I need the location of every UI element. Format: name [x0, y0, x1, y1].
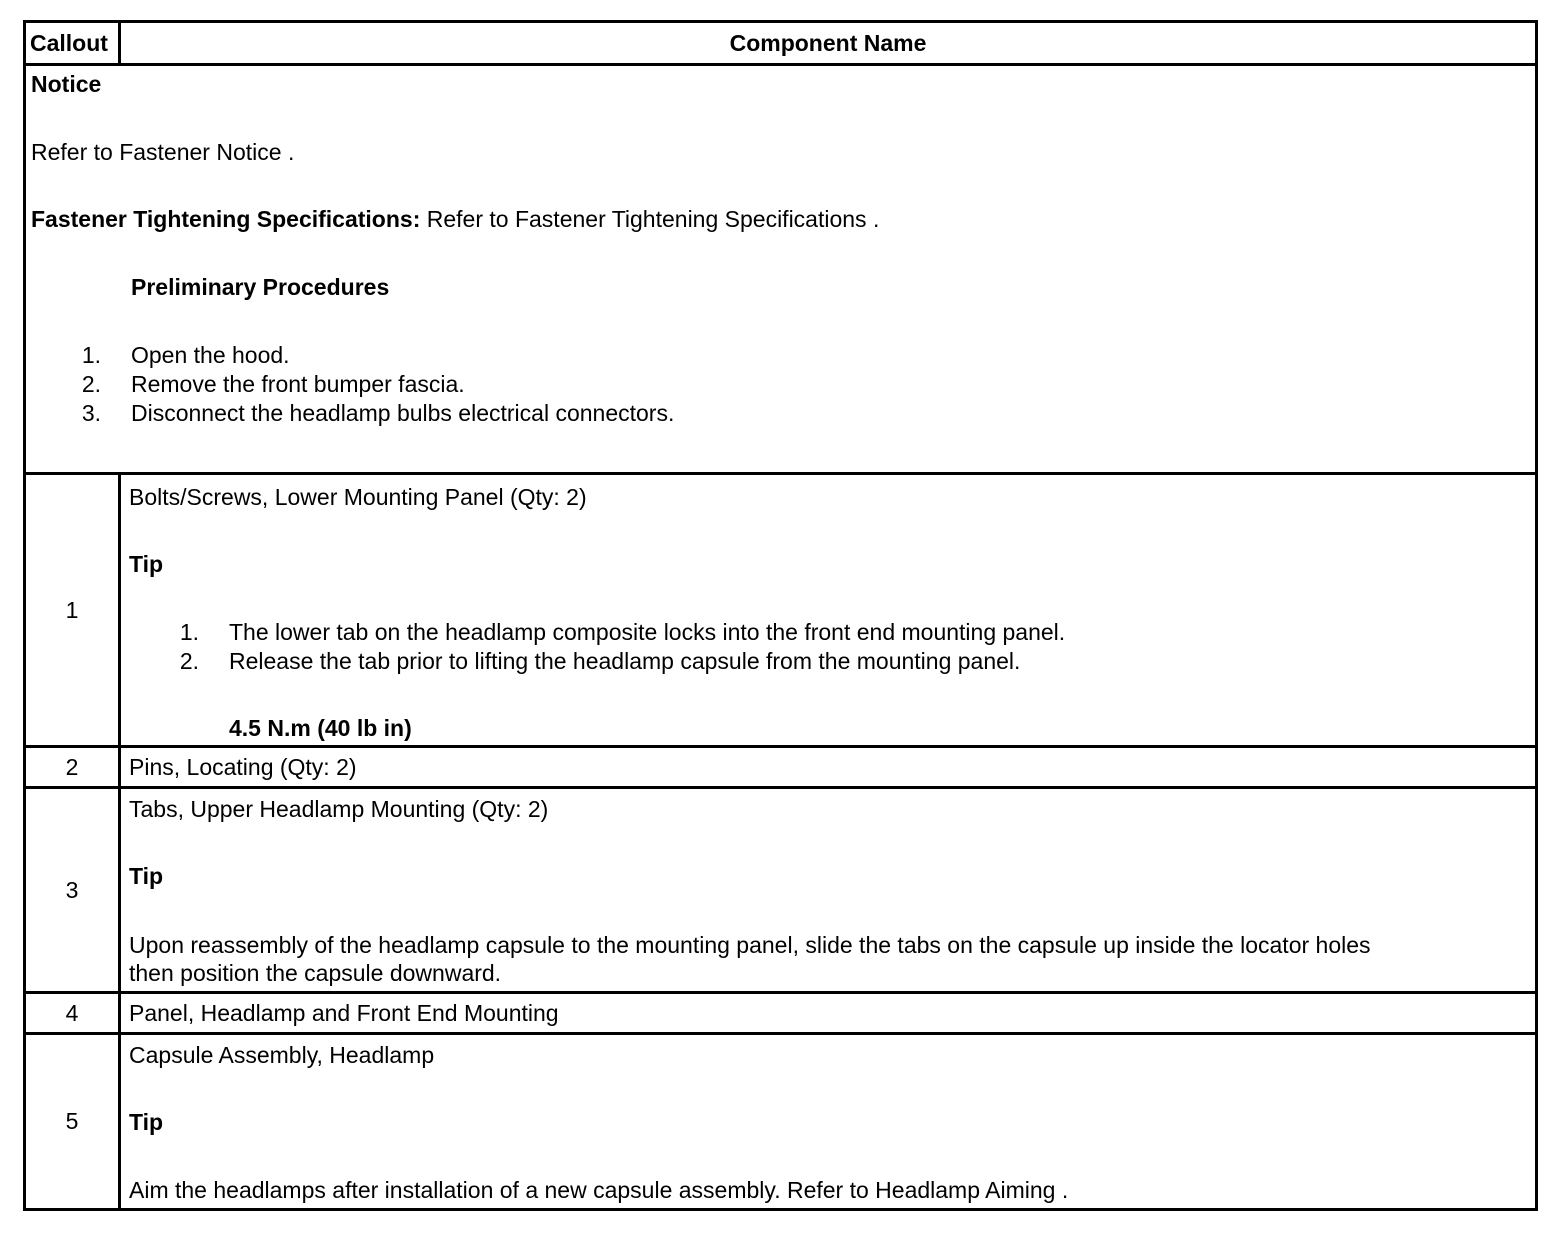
step-text: Remove the front bumper fascia.: [131, 371, 465, 397]
table-row: [26, 472, 1535, 745]
torque-value: 4.5 N.m (40 lb in): [229, 715, 412, 741]
component-cell: [121, 748, 1535, 786]
table-row: [26, 991, 1535, 1032]
tip-label: Tip: [129, 863, 164, 889]
notice-refer-link[interactable]: Refer to Fastener Notice .: [31, 139, 295, 165]
callout-number: 4: [26, 994, 121, 1032]
fastener-spec-line: [31, 205, 879, 233]
component-cell: [121, 1035, 1535, 1208]
component-cell: [121, 789, 1535, 991]
step-number: 3.: [81, 400, 101, 426]
callout-number: 1: [26, 475, 121, 745]
preliminary-procedures-title: Preliminary Procedures: [131, 274, 390, 300]
callout-number: 2: [26, 748, 121, 786]
tip-step-number: 1.: [179, 619, 199, 645]
header-callout: Callout: [26, 23, 121, 63]
table-header-row: [26, 23, 1535, 63]
table-row: [26, 745, 1535, 786]
step-number: 2.: [81, 371, 101, 397]
header-component-name: Component Name: [729, 29, 927, 56]
step-text: Disconnect the headlamp bulbs electrical connectors.: [131, 400, 675, 426]
tip-label: Tip: [129, 551, 164, 577]
component-name: Tabs, Upper Headlamp Mounting (Qty: 2): [129, 796, 549, 822]
table-row: [26, 1032, 1535, 1208]
table-row: [26, 786, 1535, 991]
tip-step-text: The lower tab on the headlamp composite locks into the front end mounting panel.: [229, 619, 1066, 645]
tip-label: Tip: [129, 1109, 164, 1135]
fastener-spec-link[interactable]: Refer to Fastener Tightening Specifications .: [420, 206, 880, 232]
tip-text-line2: then position the capsule downward.: [129, 960, 502, 986]
fastener-spec-label: Fastener Tightening Specifications:: [31, 206, 421, 232]
component-name: Bolts/Screws, Lower Mounting Panel (Qty: 2): [129, 484, 587, 510]
notice-section: [26, 63, 1535, 472]
notice-title: Notice: [31, 71, 102, 97]
component-table: [23, 20, 1538, 1211]
component-name: Pins, Locating (Qty: 2): [129, 754, 357, 780]
callout-number: 5: [26, 1035, 121, 1208]
tip-text-line1: Upon reassembly of the headlamp capsule to the mounting panel, slide the tabs on the capsule up inside the locator holes: [129, 932, 1371, 958]
component-cell: [121, 994, 1535, 1032]
component-cell: [121, 475, 1535, 745]
tip-text[interactable]: Aim the headlamps after installation of a new capsule assembly. Refer to Headlamp Aiming .: [129, 1177, 1069, 1203]
step-text: Open the hood.: [131, 342, 290, 368]
callout-number: 3: [26, 789, 121, 991]
component-name: Capsule Assembly, Headlamp: [129, 1042, 435, 1068]
tip-step-text: Release the tab prior to lifting the headlamp capsule from the mounting panel.: [229, 648, 1021, 674]
tip-step-number: 2.: [179, 648, 199, 674]
component-name: Panel, Headlamp and Front End Mounting: [129, 1000, 559, 1026]
step-number: 1.: [81, 342, 101, 368]
